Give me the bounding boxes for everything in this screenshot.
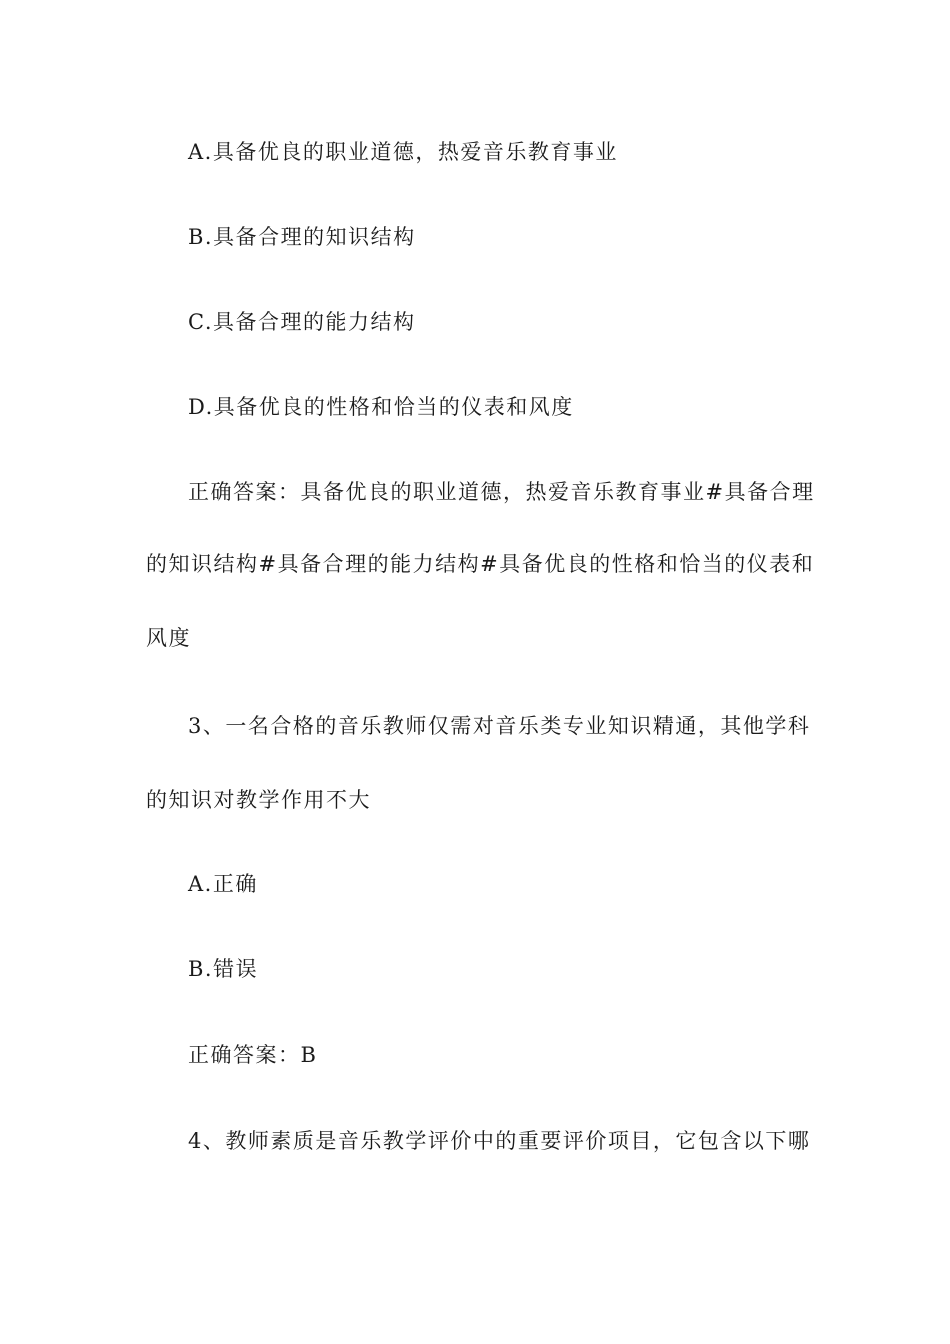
q2-option-a: A.具备优良的职业道德，热爱音乐教育事业 bbox=[188, 140, 618, 164]
q4-stem-line-1: 4、教师素质是音乐教学评价中的重要评价项目，它包含以下哪 bbox=[188, 1129, 811, 1153]
q2-answer-line-2: 的知识结构#具备合理的能力结构#具备优良的性格和恰当的仪表和 bbox=[146, 552, 815, 576]
q2-option-c: C.具备合理的能力结构 bbox=[188, 310, 416, 334]
q3-option-a: A.正确 bbox=[188, 872, 258, 896]
q3-option-b: B.错误 bbox=[188, 957, 259, 981]
q3-stem-line-1: 3、一名合格的音乐教师仅需对音乐类专业知识精通，其他学科 bbox=[188, 714, 811, 738]
q2-answer-line-1: 正确答案：具备优良的职业道德，热爱音乐教育事业#具备合理 bbox=[188, 480, 815, 504]
q2-option-b: B.具备合理的知识结构 bbox=[188, 225, 416, 249]
q2-answer-line-3: 风度 bbox=[146, 626, 191, 650]
q3-stem-line-2: 的知识对教学作用不大 bbox=[146, 788, 371, 812]
q2-option-d: D.具备优良的性格和恰当的仪表和风度 bbox=[188, 395, 574, 419]
q3-answer: 正确答案：B bbox=[188, 1043, 318, 1067]
